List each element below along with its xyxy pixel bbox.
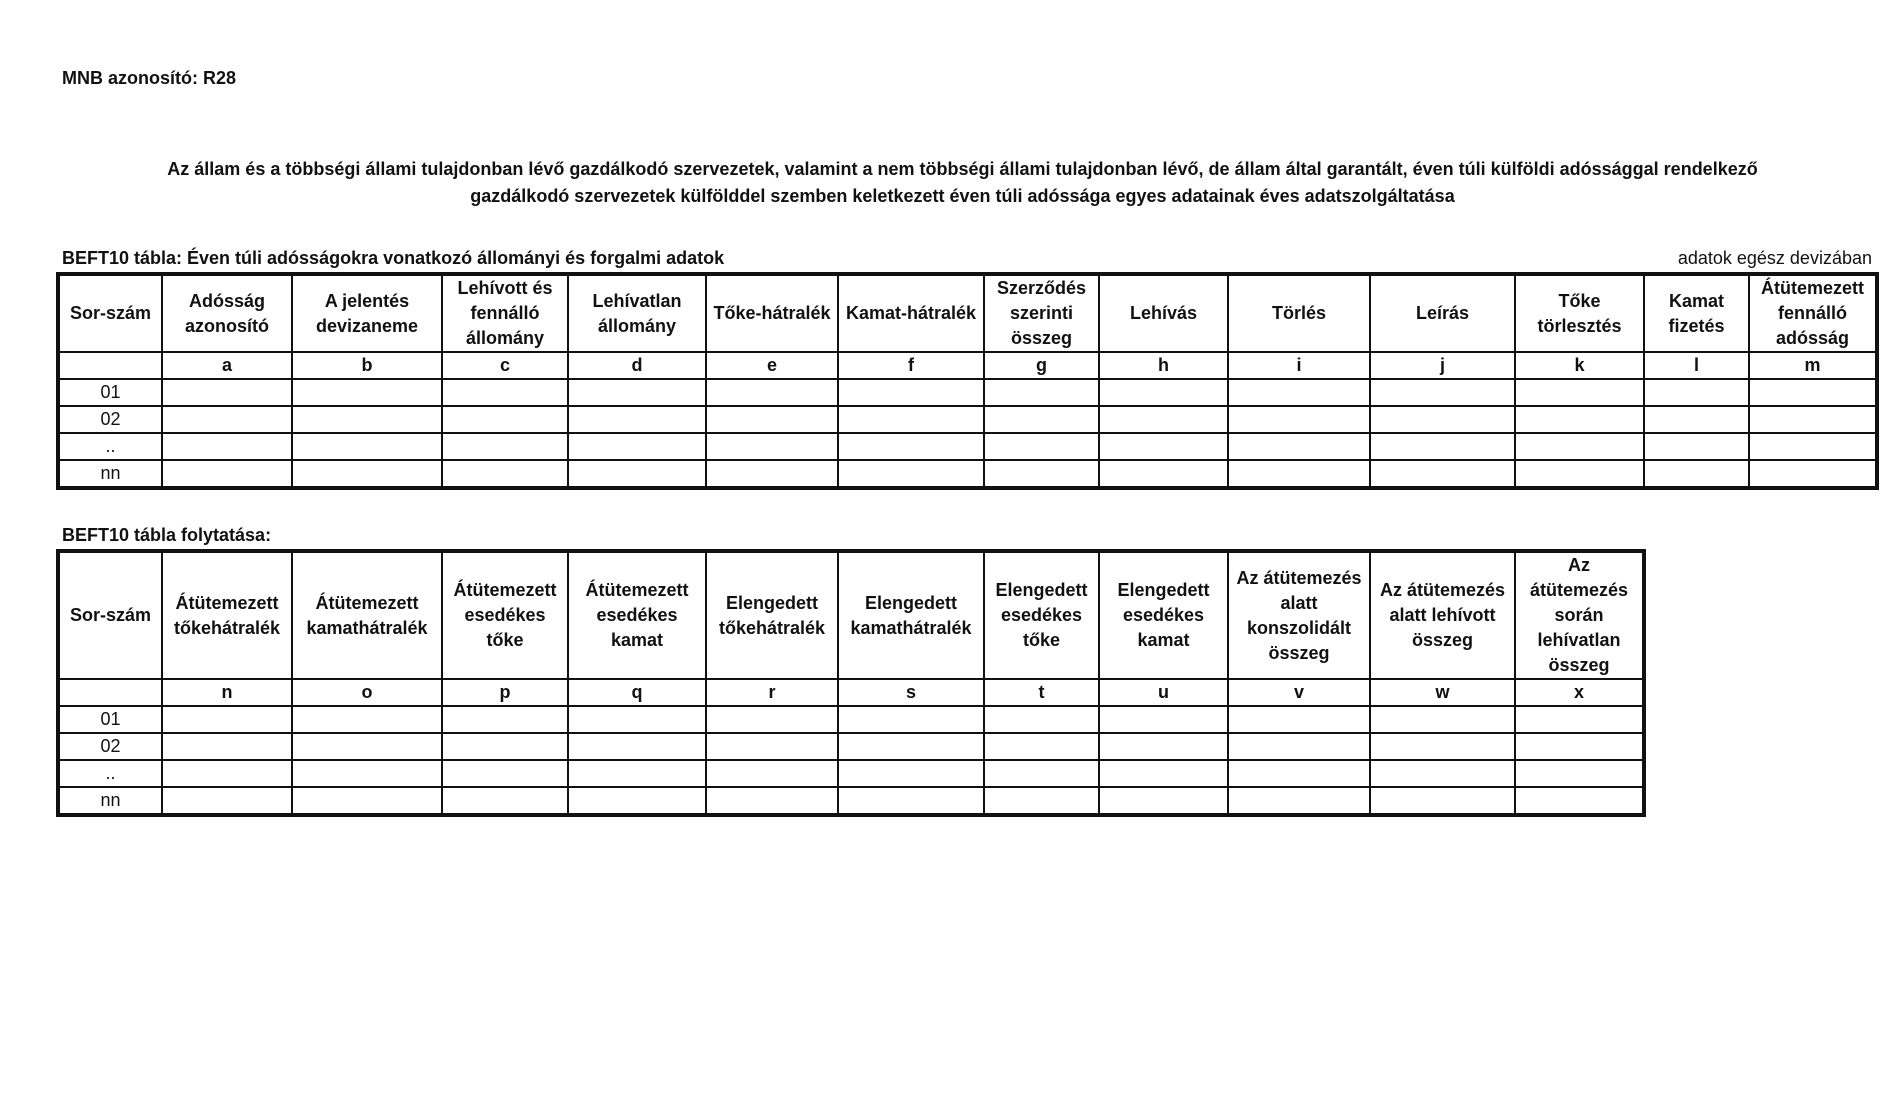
column-code: t [984,679,1099,706]
row-number: .. [58,433,162,460]
table-cell [292,460,442,488]
column-header-label: Tőke-hátralék [713,303,831,323]
column-header [1370,551,1515,679]
table-cell [706,406,838,433]
column-header [984,274,1099,352]
table-cell [1370,433,1515,460]
table-row [58,460,1877,488]
table-cell [568,379,706,406]
table-cell [162,787,292,815]
column-header [1099,551,1228,679]
table-cell [442,433,568,460]
table-cell [1228,433,1370,460]
column-code: f [838,352,984,379]
units-note: adatok egész devizában [1677,248,1872,268]
beft10-main-table [56,272,1879,490]
column-header [984,551,1099,679]
table-cell [292,733,442,760]
column-header [1099,274,1228,352]
table-cell [292,433,442,460]
table-cell [568,733,706,760]
column-code: h [1099,352,1228,379]
column-header-label: Leírás [1415,303,1470,323]
row-number: 01 [58,706,162,733]
table-cell [984,760,1099,787]
column-header [1228,274,1370,352]
column-code: d [568,352,706,379]
row-number: 02 [58,406,162,433]
table-cell [706,733,838,760]
table-cell [292,406,442,433]
table-cell [568,406,706,433]
column-header [568,274,706,352]
table-cell [838,433,984,460]
table-cell [442,379,568,406]
table-cell [162,760,292,787]
table-cell [1099,460,1228,488]
column-header-label: Az átütemezés során lehívatlan összeg [1529,555,1629,675]
column-header [706,274,838,352]
table-cell [1099,379,1228,406]
column-code: l [1644,352,1749,379]
column-header [1515,274,1644,352]
table-row [58,379,1877,406]
table-row [58,406,1877,433]
table-cell [1228,733,1370,760]
column-header [1644,274,1749,352]
column-header-label: Lehívás [1129,303,1198,323]
table-cell [162,706,292,733]
table-cell [1644,379,1749,406]
table1-caption: BEFT10 tábla: Éven túli adósságokra vonatkozó állományi és forgalmi adatok [62,248,725,268]
column-code: j [1370,352,1515,379]
table-cell [162,406,292,433]
table-cell [568,760,706,787]
table-row [58,787,1644,815]
column-header-label: A jelentés devizaneme [315,290,419,336]
table-cell [442,787,568,815]
column-code [58,352,162,379]
column-header-label: Lehívott és fennálló állomány [457,278,553,348]
column-header [292,274,442,352]
table-cell [1099,733,1228,760]
column-header [442,274,568,352]
table-cell [1749,406,1877,433]
table-cell [1099,706,1228,733]
column-header-label: Átütemezett tőkehátralék [173,592,281,638]
column-code: c [442,352,568,379]
column-header-label: Átütemezett esedékes kamat [585,580,689,650]
table-cell [706,433,838,460]
table-cell [292,379,442,406]
table-cell [1749,460,1877,488]
column-code: x [1515,679,1644,706]
column-header [442,551,568,679]
table-cell [568,460,706,488]
table-cell [1228,460,1370,488]
table-cell [984,733,1099,760]
column-header-label: Sor-szám [69,605,152,625]
table-cell [1644,406,1749,433]
page-title [80,156,1845,210]
table-cell [984,379,1099,406]
column-header-label: Kamat fizetés [1668,290,1725,336]
table-cell [1515,460,1644,488]
page-title-line-2: gazdálkodó szervezetek külfölddel szemben keletkezett éven túli adóssága egyes adatainak éves adatszolgáltatása [470,186,1455,206]
table-cell [706,760,838,787]
column-header-label: Szerződés szerinti összeg [996,278,1087,348]
table1-header-row [58,274,1877,352]
table-cell [568,706,706,733]
table-cell [706,787,838,815]
table-cell [838,706,984,733]
column-header-label: Elengedett kamathátralék [850,592,972,638]
table-cell [1099,787,1228,815]
table-cell [706,706,838,733]
table-row [58,733,1644,760]
column-header [1228,551,1370,679]
column-header [1749,274,1877,352]
column-header-label: Adósság azonosító [185,290,269,336]
table-cell [1515,406,1644,433]
table-cell [442,706,568,733]
column-header [1515,551,1644,679]
table-cell [984,460,1099,488]
table-row [58,706,1644,733]
column-header-label: Sor-szám [69,303,152,323]
column-header [292,551,442,679]
table-cell [1370,760,1515,787]
column-code: r [706,679,838,706]
table-cell [1370,706,1515,733]
table-cell [1228,379,1370,406]
column-header [838,551,984,679]
table-cell [1370,379,1515,406]
column-header-label: Lehívatlan állomány [592,290,682,336]
column-code: u [1099,679,1228,706]
column-header-label: Az átütemezés alatt lehívott összeg [1379,580,1506,650]
table-cell [1370,406,1515,433]
column-code: n [162,679,292,706]
table-cell [984,787,1099,815]
column-code: b [292,352,442,379]
table-cell [1099,406,1228,433]
column-code: p [442,679,568,706]
column-code: i [1228,352,1370,379]
column-code: w [1370,679,1515,706]
mnb-identifier: MNB azonosító: R28 [62,68,237,88]
table-cell [984,433,1099,460]
table-cell [984,406,1099,433]
column-header [838,274,984,352]
table-cell [568,433,706,460]
column-header-label: Elengedett esedékes tőke [995,580,1088,650]
table-cell [1515,733,1644,760]
column-header-label: Az átütemezés alatt konszolidált összeg [1236,567,1362,663]
column-header [162,274,292,352]
table-cell [1099,433,1228,460]
column-header-label: Tőke törlesztés [1537,290,1622,336]
table-cell [1228,787,1370,815]
table-cell [706,379,838,406]
column-header-label: Elengedett esedékes kamat [1117,580,1210,650]
column-code: v [1228,679,1370,706]
table-cell [1515,787,1644,815]
table-cell [838,406,984,433]
row-number: nn [58,787,162,815]
column-header [58,274,162,352]
row-number: .. [58,760,162,787]
table-cell [1515,760,1644,787]
table-cell [1515,706,1644,733]
table-cell [1228,760,1370,787]
table2-caption: BEFT10 tábla folytatása: [62,525,272,545]
table-cell [1515,379,1644,406]
table-cell [838,787,984,815]
table-cell [1370,787,1515,815]
table-cell [1370,733,1515,760]
column-header [1370,274,1515,352]
column-header-label: Átütemezett kamathátralék [306,592,428,638]
table-cell [1228,706,1370,733]
table2-header-row [58,551,1644,679]
table-cell [292,787,442,815]
row-number: 02 [58,733,162,760]
table-cell [292,760,442,787]
table2-letter-row [58,679,1644,706]
column-code: g [984,352,1099,379]
column-header [568,551,706,679]
table-cell [1644,433,1749,460]
column-code: m [1749,352,1877,379]
table1-letter-row [58,352,1877,379]
table-cell [162,433,292,460]
column-header [58,551,162,679]
column-header-label: Elengedett tőkehátralék [718,592,826,638]
table-cell [1515,433,1644,460]
column-code: e [706,352,838,379]
table-cell [1228,406,1370,433]
column-header-label: Kamat-hátralék [845,303,977,323]
table-cell [442,460,568,488]
table-cell [162,733,292,760]
column-code: q [568,679,706,706]
table-cell [1749,433,1877,460]
column-code: o [292,679,442,706]
table-cell [1749,379,1877,406]
column-header-label: Törlés [1271,303,1327,323]
table-cell [1370,460,1515,488]
beft10-continuation-table [56,549,1646,817]
column-code: k [1515,352,1644,379]
column-code [58,679,162,706]
table-cell [984,706,1099,733]
table-cell [442,406,568,433]
column-code: a [162,352,292,379]
table-cell [1644,460,1749,488]
table-cell [838,733,984,760]
table-cell [838,379,984,406]
table-cell [162,460,292,488]
table-cell [162,379,292,406]
page-title-line-1: Az állam és a többségi állami tulajdonban lévő gazdálkodó szervezetek, valamint a nem többségi állami tulajdonban lévő, de állam által garantált, éven túli külföldi adóssággal rendelkező [167,159,1758,179]
table-cell [1099,760,1228,787]
table-cell [838,460,984,488]
table-cell [706,460,838,488]
column-code: s [838,679,984,706]
table-row [58,760,1644,787]
column-header-label: Átütemezett fennálló adósság [1760,278,1864,348]
table-cell [442,733,568,760]
row-number: 01 [58,379,162,406]
row-number: nn [58,460,162,488]
column-header-label: Átütemezett esedékes tőke [453,580,557,650]
column-header [162,551,292,679]
table-cell [838,760,984,787]
table-cell [292,706,442,733]
table-row [58,433,1877,460]
table-cell [568,787,706,815]
column-header [706,551,838,679]
table-cell [442,760,568,787]
